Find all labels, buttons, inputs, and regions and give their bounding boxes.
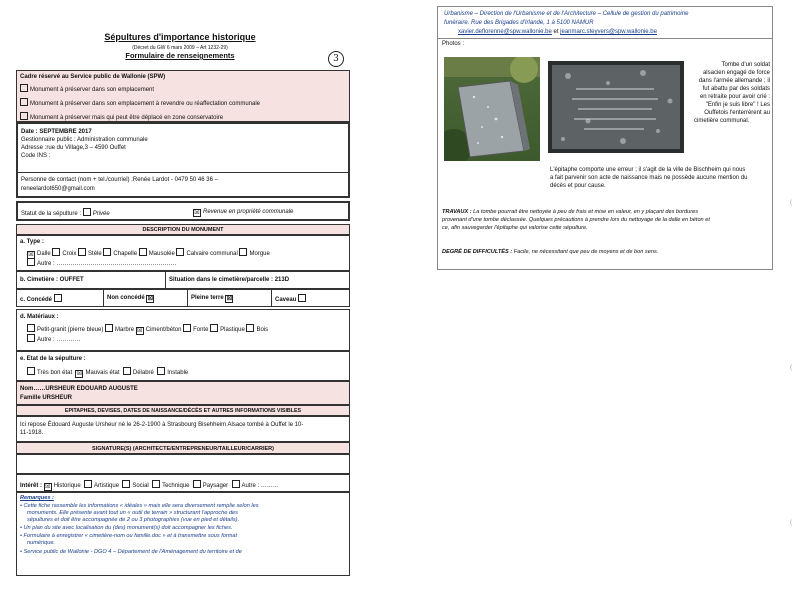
checkbox-conceded[interactable] <box>54 294 62 302</box>
form-page <box>10 28 350 576</box>
remark-bullet: • Formulaire à enregistrer « cimetière-nom ou famille.doc » et à transmettre sous format <box>20 533 238 539</box>
checkbox-chapelle[interactable] <box>103 248 111 256</box>
checkbox-morgue[interactable] <box>239 248 247 256</box>
checkbox-mausolee[interactable] <box>139 248 147 256</box>
email-link[interactable]: jeanmarc.steyvers@spw.wallonie.be <box>560 29 657 35</box>
checkbox-private[interactable] <box>83 208 91 216</box>
name-section <box>16 381 350 405</box>
checkbox-autre[interactable] <box>27 258 35 266</box>
header-emails: xavier.deflorenne@spw.wallonie.be et jeanmarc.steyvers@spw.wallonie.be <box>458 29 657 35</box>
form-title: Sépultures d'importance historique <box>104 32 256 42</box>
header-line-2: funéraire. Rue des Brigades d'Irlande, 1 à 5100 NAMUR <box>444 20 594 26</box>
reserved-option[interactable]: Monument à préserver dans son emplacement à revendre ou réaffectation communale <box>20 98 260 108</box>
ins-field: Code INS : <box>21 153 51 159</box>
checkbox-bois[interactable] <box>246 324 254 332</box>
materials-section <box>16 309 350 351</box>
checkbox-ciment[interactable]: ☒ <box>137 328 143 334</box>
checkbox-dalle[interactable]: ☒ <box>28 252 34 258</box>
checkbox-fonte[interactable] <box>183 324 191 332</box>
full-ground-option[interactable]: Pleine terre ☒ <box>191 295 233 302</box>
reserved-option[interactable]: Monument à préserver dans son emplacement <box>20 84 154 94</box>
checkbox-full-ground[interactable]: ☒ <box>226 296 233 302</box>
spw-reserved-section <box>16 70 350 122</box>
checkbox-marbre[interactable] <box>105 324 113 332</box>
contact-field: Personne de contact (nom + tel./courriel) :Renée Lardot - 0479 50 46 36 – <box>21 177 218 183</box>
checkbox[interactable] <box>20 84 28 92</box>
handwritten-number: 3 <box>328 51 344 67</box>
tomb-photo-full <box>444 57 540 161</box>
contact-email: reneelardot650@gmail.com <box>21 186 95 192</box>
epitaph-text-cont: 11-1918. <box>20 430 44 436</box>
checkbox-interest-autre[interactable] <box>232 480 240 488</box>
margin-mark: ( <box>790 520 792 526</box>
checkbox-technique[interactable] <box>152 480 160 488</box>
signatures-section <box>16 454 350 474</box>
status-section <box>16 201 350 221</box>
remark-line: sépultures et doit être accompagnée de 2 ou 3 photographies (vue en pied et détails). <box>27 517 240 523</box>
location-field: Situation dans le cimetière/parcelle : 213D <box>169 277 290 283</box>
signatures-heading: SIGNATURE(S) (ARCHITECTE/ENTREPRENEUR/TAILLEUR/CARRIER) <box>16 442 350 454</box>
checkbox-tres-bon[interactable] <box>27 367 35 375</box>
interest-section <box>16 474 350 492</box>
continuation-page: Urbanisme – Direction de l'Urbanisme et de l'Architecture – Cellule de gestion du patrimoine funéraire. Rue des Brigades d'Irlande, 1 à 5100 NAMUR xavier.deflorenne@spw.wallonie.be et jeanmarc.steyvers@spw.wallonie.be Photos : Tombe d'un soldat alsacien engagé de force dans l'armée allemande ; il fut abattu par des soldats en retraite pour avoir crié : "Enfin je suis libre" ! Les Ouffetois l'enterrèrent au cimetière communal. L'épitaphe comporte une erreur ; il s'agit de la ville de Bischheim qui nous a fait parvenir son acte de naissance mais ne possède aucune mention du décès et pour cause. TRAVAUX : La tombe pourrait être nettoyée à peu de frais et mise en valeur, en y plaçant des bordures provenant d'une tombe déclassée. Quelques précautions à prendre lors du nettoyage de la dalle en béton et ce, afin sauvegarder l'épitaphe qui valorise cette sépulture. DEGRÉ DE DIFFICULTÉS : Facile, ne nécessitant que peu de moyens et de bon sens. <box>437 6 773 270</box>
conceded-option[interactable]: c. Concédé <box>20 294 64 304</box>
photos-label: Photos : <box>442 41 465 47</box>
status-rented[interactable]: ☒ Revenue en propriété communale <box>194 209 294 216</box>
spw-reserved-heading: Cadre réservé au Service public de Wallonie (SPW) <box>20 74 166 80</box>
remark-bullet: • Service public de Wallonie - DGO 4 – Département de l'Aménagement du territoire et de <box>20 549 242 555</box>
date-field: Date : SEPTEMBRE 2017 <box>21 129 92 135</box>
remark-bullet: • Un plan du site avec localisation du (des) monument(s) doit accompagner les fiches. <box>20 525 233 531</box>
state-options[interactable]: Très bon état ☒ Mauvais état Délabré Instable <box>27 367 188 378</box>
checkbox-rented[interactable]: ☒ <box>194 210 200 216</box>
remark-line: numérique. <box>27 540 55 546</box>
margin-mark: ( <box>790 365 792 371</box>
cemetery-field: b. Cimetière : OUFFET <box>20 277 84 283</box>
materials-options[interactable]: Petit-granit (pierre bleue) Marbre ☒ Ciment/béton Fonte Plastique Bois <box>27 324 268 335</box>
type-options[interactable]: ☒ Dalle Croix Stèle Chapelle Mausolée Calvaire communal Morgue <box>27 248 270 259</box>
checkbox-mauvais[interactable]: ☒ <box>76 371 83 377</box>
materials-label: d. Matériaux : <box>20 314 59 320</box>
checkbox-artistique[interactable] <box>84 480 92 488</box>
difficulty-line: DEGRÉ DE DIFFICULTÉS : Facile, ne nécessitant que peu de moyens et de bon sens. <box>442 249 659 255</box>
state-section <box>16 351 350 381</box>
checkbox-plastique[interactable] <box>210 324 218 332</box>
type-other[interactable]: Autre : …………………………………………………… <box>27 258 176 268</box>
checkbox-stele[interactable] <box>78 248 86 256</box>
checkbox[interactable] <box>20 98 28 106</box>
reserved-option[interactable]: Monument à préserver mais qui peut être déplacé en zone conservatoire <box>20 112 223 122</box>
manager-field: Gestionnaire public : Administration communale <box>21 137 148 143</box>
epitaph-photo-detail <box>548 61 684 153</box>
checkbox-not-conceded[interactable]: ☒ <box>147 296 154 302</box>
checkbox-paysager[interactable] <box>193 480 201 488</box>
type-section <box>16 235 350 271</box>
email-link[interactable]: xavier.deflorenne@spw.wallonie.be <box>458 29 552 35</box>
status-row: Statut de la sépulture : Privée <box>21 208 110 218</box>
header-line-1: Urbanisme – Direction de l'Urbanisme et de l'Architecture – Cellule de gestion du patrimoine <box>444 11 689 17</box>
checkbox-croix[interactable] <box>52 248 60 256</box>
remarks-section <box>16 492 350 576</box>
admin-section <box>16 122 350 198</box>
family-field: Famille URSHEUR <box>20 395 73 401</box>
address-field: Adresse :rue du Village,3 – 4590 Ouffet <box>21 145 126 151</box>
checkbox-petit-granit[interactable] <box>27 324 35 332</box>
form-subtitle: Formulaire de renseignements <box>125 51 235 60</box>
form-decree: (Décret du GW 6 mars 2009 – Art 1232-29) <box>132 45 228 51</box>
remarks-heading: Remarques : <box>20 495 54 501</box>
vault-option[interactable]: Caveau <box>275 294 308 304</box>
state-label: e. Etat de la sépulture : <box>20 356 86 362</box>
description-heading: DESCRIPTION DU MONUMENT <box>16 224 350 235</box>
interest-options[interactable]: Intérêt : ☒ Historique Artistique Social Technique Paysager Autre : ……… <box>20 480 279 491</box>
checkbox-materials-autre[interactable] <box>27 334 35 342</box>
margin-mark: ( <box>790 200 792 206</box>
checkbox-vault[interactable] <box>298 294 306 302</box>
checkbox[interactable] <box>20 112 28 120</box>
checkbox-delabre[interactable] <box>123 367 131 375</box>
cemetery-section <box>16 271 350 289</box>
checkbox-social[interactable] <box>122 480 130 488</box>
works-label: TRAVAUX : <box>442 209 472 215</box>
difficulty-label: DEGRÉ DE DIFFICULTÉS : <box>442 249 513 255</box>
type-label: a. Type : <box>20 239 44 245</box>
remark-bullet: • Cette fiche rassemble les informations « idéales » mais elle sera diversement remplie selon les <box>20 503 259 509</box>
checkbox-historique[interactable]: ☒ <box>44 484 51 490</box>
checkbox-calvaire[interactable] <box>176 248 184 256</box>
name-field: Nom……URSHEUR EDOUARD AUGUSTE <box>20 386 138 392</box>
materials-other[interactable]: Autre : ………… <box>27 334 80 344</box>
epitaph-section <box>16 416 350 442</box>
epitaph-text: Ici repose Édouard Auguste Ursheur né le 26-2-1900 à Strasbourg Bisehheim Alsace tombé à Ouffet le 10- <box>20 422 304 428</box>
checkbox-instable[interactable] <box>157 367 165 375</box>
remark-line: monuments. Elle présente avant tout un « outil de terrain » structurant l'approche des <box>27 510 238 516</box>
not-conceded-option[interactable]: Non concédé ☒ <box>107 295 154 302</box>
concession-section <box>16 289 350 307</box>
epitaph-heading: EPITAPHES, DEVISES, DATES DE NAISSANCE/DÉCÈS ET AUTRES INFORMATIONS VISIBLES <box>16 405 350 416</box>
